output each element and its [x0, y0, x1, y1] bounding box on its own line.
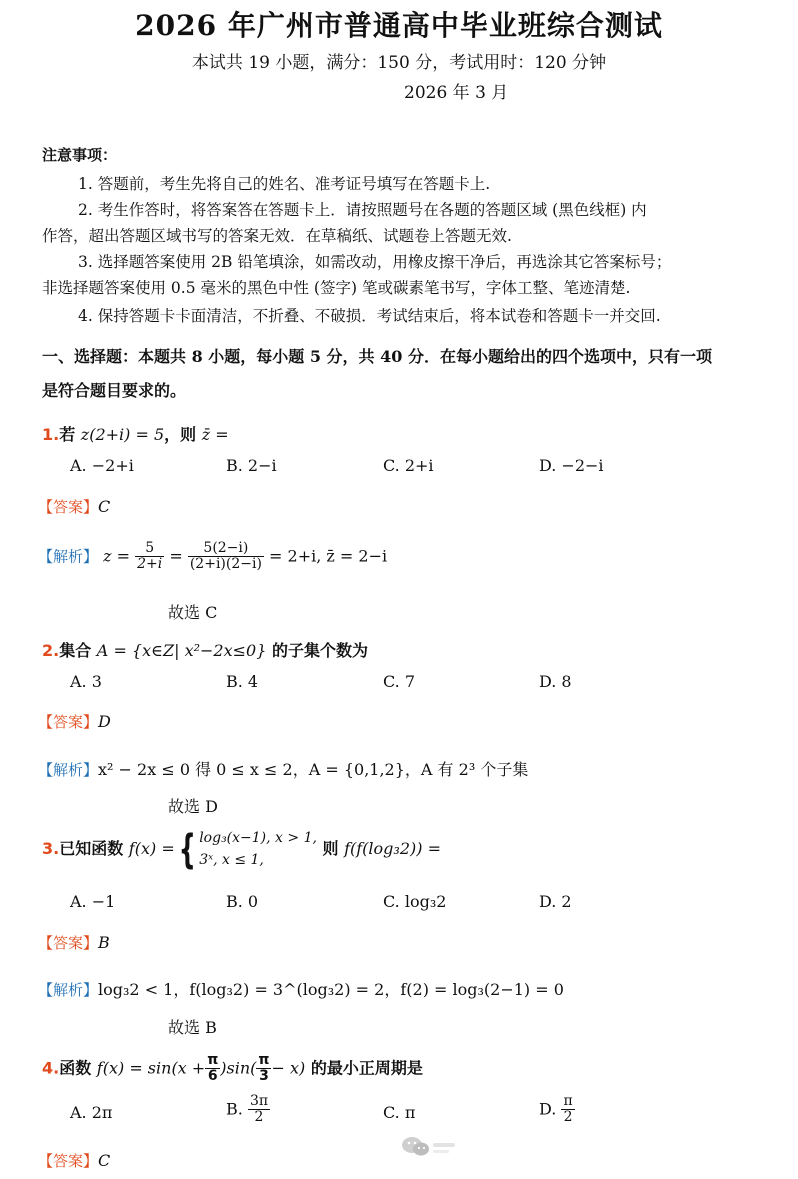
solution-math: = 2+i, z̄ = 2−i: [269, 546, 388, 566]
q2-answer: [38, 711, 111, 732]
question-text: 函数: [59, 1058, 97, 1078]
q2-analysis: [38, 757, 528, 780]
notice-item-3b: 非选择题答案使用 0.5 毫米的黑色中性 (签字) 笔或碳素笔书写，字体工整、笔迹清楚.: [42, 279, 631, 297]
answer-tag: 【答案】: [38, 1152, 99, 1170]
q3-answer: [38, 932, 110, 953]
fraction: $\frac{\pi}{6}$: [207, 1052, 219, 1085]
question-math: − x): [271, 1058, 306, 1078]
analysis-tag: 【解析】: [38, 547, 99, 566]
notice-item-1: 1. 答题前，考生先将自己的姓名、准考证号填写在答题卡上.: [78, 175, 491, 193]
question-number: 3.: [42, 839, 60, 859]
section-heading-line1: 一、选择题：本题共 8 小题，每小题 5 分，共 40 分．在每小题给出的四个选项中，只有一项: [42, 347, 712, 366]
case-1: log₃(x−1), x > 1,: [199, 830, 317, 846]
q1-option-d[interactable]: D. −2−i: [539, 456, 604, 475]
question-text: 的子集个数为: [266, 641, 368, 660]
answer-tag: 【答案】: [38, 498, 99, 516]
exam-info: 本试共 19 小题，满分：150 分，考试用时：120 分钟: [191, 53, 607, 73]
q2-option-d[interactable]: D. 8: [539, 672, 572, 691]
brace: {: [178, 826, 196, 873]
notice-item-2b: 作答，超出答题区域书写的答案无效．在草稿纸、试题卷上答题无效.: [42, 227, 512, 245]
question-math: f(f(log₃2)) =: [344, 839, 441, 859]
fraction: $\frac{\pi}{3}$: [258, 1052, 270, 1085]
question-number: 4.: [42, 1058, 60, 1078]
solution-math: x² − 2x ≤ 0 得 0 ≤ x ≤ 2，A = {0,1,2}，A 有 2³ 个子集: [98, 760, 529, 779]
question-math: z(2+i) = 5: [80, 425, 165, 444]
notice-heading: 注意事项：: [42, 146, 118, 164]
question-3: [42, 828, 441, 871]
q4-option-d[interactable]: D. $\frac{\pi}{2}$: [539, 1093, 573, 1126]
q1-analysis: [38, 541, 387, 573]
q2-option-c[interactable]: C. 7: [383, 672, 416, 691]
question-text: ，则: [164, 425, 202, 444]
answer-tag: 【答案】: [38, 934, 99, 952]
solution-math: =: [169, 546, 183, 566]
question-2: [42, 638, 368, 661]
question-text: 已知函数: [59, 839, 129, 859]
q4-option-a[interactable]: A. 2π: [70, 1103, 113, 1122]
page-title: 2026 年广州市普通高中毕业班综合测试: [135, 9, 663, 42]
wechat-icon: [400, 1134, 458, 1160]
case-2: 3ˣ, x ≤ 1,: [199, 851, 264, 868]
q2-conclusion: 故选 D: [168, 797, 218, 816]
question-text: 集合: [59, 641, 97, 660]
q4-option-b[interactable]: B. $\frac{3\pi}{2}$: [226, 1093, 269, 1126]
question-text: 若: [59, 425, 81, 444]
question-text: 的最小正周期是: [305, 1058, 423, 1078]
q3-conclusion: 故选 B: [168, 1018, 217, 1037]
piecewise-cases: [199, 828, 317, 871]
q1-answer: [38, 496, 110, 517]
analysis-tag: 【解析】: [38, 761, 99, 779]
fraction: $\frac{5}{2+i}$: [137, 540, 163, 573]
q4-answer: [38, 1150, 110, 1171]
question-math: z̄ =: [201, 425, 229, 444]
question-number: 2.: [42, 641, 60, 660]
solution-math: z =: [103, 546, 131, 566]
q1-option-b[interactable]: B. 2−i: [226, 456, 277, 475]
notice-item-3a: 3. 选择题答案使用 2B 铅笔填涂，如需改动，用橡皮擦干净后，再选涂其它答案标号；: [78, 253, 672, 271]
q3-option-c[interactable]: C. log₃2: [383, 892, 447, 911]
question-math: )sin(: [220, 1058, 257, 1078]
q1-option-a[interactable]: A. −2+i: [70, 456, 134, 475]
q1-conclusion: 故选 C: [168, 603, 218, 622]
q4-option-c[interactable]: C. π: [383, 1103, 416, 1122]
answer-tag: 【答案】: [38, 713, 99, 731]
answer-value: C: [98, 497, 111, 516]
q3-option-b[interactable]: B. 0: [226, 892, 259, 911]
q3-analysis: [38, 977, 564, 1000]
notice-item-2a: 2. 考生作答时，将答案答在答题卡上．请按照题号在各题的答题区域 (黑色线框) 内: [78, 201, 647, 219]
question-math: A = {x∈Z| x²−2x≤0}: [96, 641, 267, 660]
q2-option-b[interactable]: B. 4: [226, 672, 259, 691]
q3-option-d[interactable]: D. 2: [539, 892, 572, 911]
answer-value: D: [98, 712, 111, 731]
q3-option-a[interactable]: A. −1: [70, 892, 116, 911]
question-math: f(x) = sin(x +: [96, 1058, 206, 1078]
analysis-tag: 【解析】: [38, 981, 99, 999]
question-4: [42, 1053, 423, 1085]
exam-date: 2026 年 3 月: [404, 83, 509, 103]
question-math: f(x) =: [128, 839, 175, 859]
question-1: [42, 422, 229, 445]
answer-value: B: [98, 933, 110, 952]
answer-value: C: [98, 1151, 111, 1170]
fraction: $\frac{5(2-i)}{(2+i)(2-i)}$: [189, 540, 262, 573]
question-number: 1.: [42, 425, 60, 444]
notice-item-4: 4. 保持答题卡卡面清洁，不折叠、不破损．考试结束后，将本试卷和答题卡一并交回.: [78, 307, 661, 325]
solution-math: log₃2 < 1，f(log₃2) = 3^(log₃2) = 2，f(2) = log₃(2−1) = 0: [98, 980, 564, 999]
q2-option-a[interactable]: A. 3: [70, 672, 102, 691]
section-heading-line2: 是符合题目要求的。: [42, 381, 187, 400]
q1-option-c[interactable]: C. 2+i: [383, 456, 434, 475]
question-text: 则: [316, 839, 345, 859]
